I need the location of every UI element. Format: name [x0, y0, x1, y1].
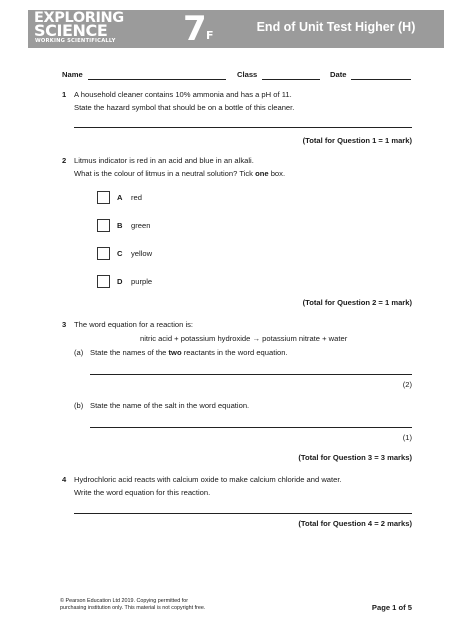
question-4-text: Hydrochloric acid reacts with calcium oxide to make calcium chloride and water. [74, 475, 342, 484]
question-3-number: 3 [62, 320, 67, 329]
option-d-letter: D [117, 277, 123, 286]
option-c-checkbox[interactable] [97, 247, 110, 260]
option-b-checkbox[interactable] [97, 219, 110, 232]
part-a-text-start: State the names of the [90, 348, 169, 357]
option-a-letter: A [117, 193, 123, 202]
answer-line[interactable] [90, 374, 412, 375]
date-label: Date [330, 70, 347, 79]
class-field[interactable] [262, 79, 320, 80]
question-3-text: The word equation for a reaction is: [74, 320, 194, 329]
prompt-text-end: box. [268, 169, 286, 178]
name-label: Name [62, 70, 83, 79]
part-a-text [90, 348, 288, 358]
question-1-text: A household cleaner contains 10% ammonia and has a pH of 11. [74, 90, 292, 99]
question-2-text: Litmus indicator is red in an acid and blue in an alkali. [74, 156, 254, 165]
question-2-total: (Total for Question 2 = 1 mark) [302, 298, 412, 307]
option-b-letter: B [117, 221, 123, 230]
part-b-marks: (1) [402, 433, 412, 442]
logo-line-2: SCIENCE [34, 21, 108, 40]
part-a-marks: (2) [402, 380, 412, 389]
page-number: Page 1 of 5 [371, 603, 412, 612]
question-2-prompt [74, 169, 285, 179]
part-a-label: (a) [74, 348, 84, 357]
copyright-line-1: © Pearson Education Ltd 2019. Copying permitted for [60, 598, 189, 604]
part-a-emphasis: two [168, 348, 182, 357]
prompt-emphasis: one [255, 169, 269, 178]
answer-line[interactable] [74, 513, 412, 514]
option-d-text: purple [131, 277, 153, 286]
prompt-text: What is the colour of litmus in a neutral solution? Tick [74, 169, 256, 178]
copyright-line-2: purchasing institution only. This material is not copyright free. [60, 605, 206, 611]
part-a-text-end: reactants in the word equation. [181, 348, 288, 357]
word-equation: nitric acid + potassium hydroxide → potassium nitrate + water [140, 334, 348, 343]
answer-line[interactable] [90, 427, 412, 428]
unit-number: 7 [183, 9, 207, 49]
header-banner [28, 10, 444, 48]
question-4-number: 4 [62, 475, 67, 484]
option-d-checkbox[interactable] [97, 275, 110, 288]
logo-line-3: WORKING SCIENTIFICALLY [35, 38, 116, 44]
date-field[interactable] [351, 79, 411, 80]
option-c-text: yellow [131, 249, 153, 258]
question-1-prompt: State the hazard symbol that should be on a bottle of this cleaner. [74, 103, 295, 112]
answer-line[interactable] [74, 127, 412, 128]
part-b-label: (b) [74, 401, 84, 410]
option-a-text: red [131, 193, 142, 202]
option-b-text: green [131, 221, 151, 230]
question-2-number: 2 [62, 156, 67, 165]
logo-line-1: EXPLORING [34, 10, 124, 26]
option-c-letter: C [117, 249, 123, 258]
page-title: End of Unit Test Higher (H) [256, 20, 416, 34]
question-4-prompt: Write the word equation for this reaction. [74, 488, 211, 497]
name-field[interactable] [88, 79, 226, 80]
question-3-total: (Total for Question 3 = 3 marks) [298, 453, 412, 462]
unit-letter: F [206, 29, 214, 42]
option-a-checkbox[interactable] [97, 191, 110, 204]
question-1-number: 1 [62, 90, 67, 99]
part-b-text: State the name of the salt in the word equation. [90, 401, 250, 410]
class-label: Class [237, 70, 258, 79]
question-4-total: (Total for Question 4 = 2 marks) [298, 519, 412, 528]
question-1-total: (Total for Question 1 = 1 mark) [302, 136, 412, 145]
